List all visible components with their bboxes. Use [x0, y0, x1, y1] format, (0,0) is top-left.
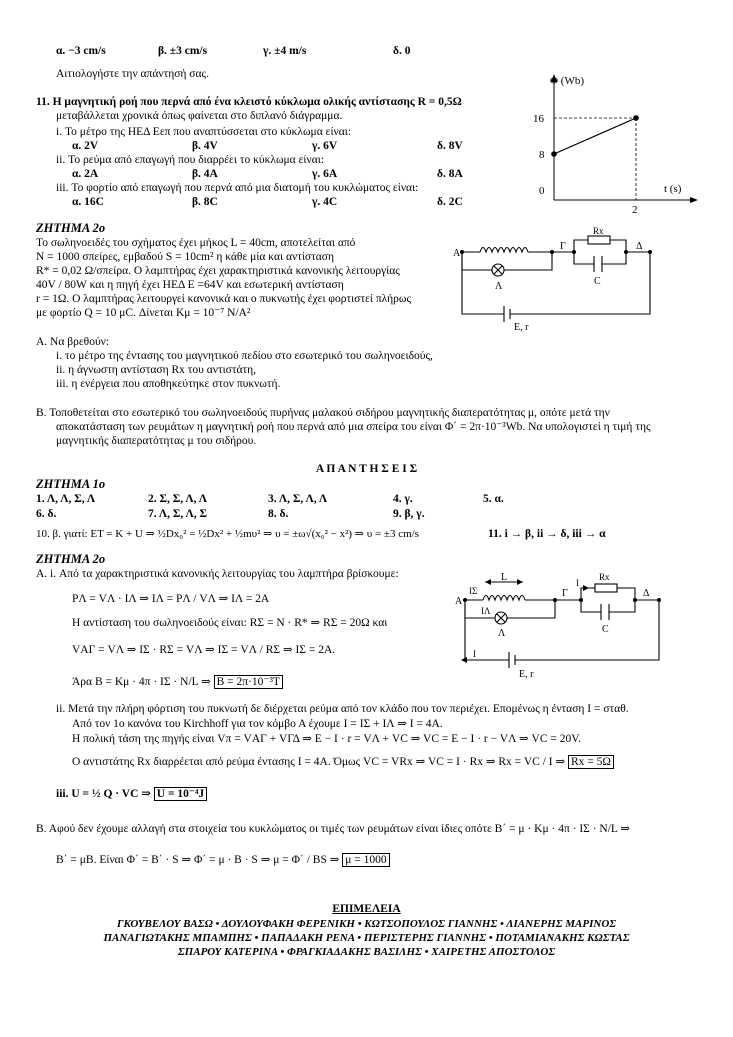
capacitor-c	[594, 256, 602, 272]
c1-label-Gamma: Γ	[560, 241, 566, 252]
c1-label-Lambda: Λ	[495, 281, 503, 292]
ans-iii	[56, 788, 207, 801]
q11-i-opt-c: γ. 6V	[312, 140, 338, 152]
z2-B-line-2: αποκατάσταση των ρευμάτων η μαγνητική ροή που περνά από μια σπείρα του είναι Φ΄ = 2π·10⁻³Wb. Να υπολογιστεί η τιμή της	[56, 421, 651, 433]
q11-iii-opt-d: δ. 2C	[437, 196, 463, 208]
ans-ii-line-3: Η πολική τάση της πηγής είναι Vπ = VΑΓ + VΓΔ ⇒ E − I · r = VΛ + VC ⇒ VC = E − I · r − VΛ ⇒ VC = 20V.	[72, 733, 581, 745]
c2-label-Gamma: Γ	[562, 588, 568, 599]
ans-iii-text: iii. U = ½ Q · VC ⇒	[56, 788, 151, 800]
ans-7: 7. Λ, Σ, Λ, Σ	[148, 508, 208, 520]
c2-label-Er: E, r	[519, 669, 534, 680]
chart-point-end	[633, 115, 639, 121]
ans-B-line-2	[56, 854, 390, 867]
q11-ii-opt-c: γ. 6A	[312, 168, 338, 180]
ans-6: 6. δ.	[36, 508, 57, 520]
z2-line-4: 40V / 80W και η πηγή έχει ΗΕΔ E =64V και εσωτερική αντίσταση	[36, 279, 344, 291]
chart-ytick-8: 8	[539, 149, 545, 161]
resistor-rx	[588, 236, 610, 244]
c2-label-IS: IΣ	[469, 586, 478, 596]
z2-B-line-1: Β. Τοποθετείται στο εσωτερικό του σωληνοειδούς πυρήνας μαλακού σιδήρου μαγνητικής διαπερατότητας μ, οπότε μετά την	[36, 407, 610, 419]
solenoid-coil	[480, 248, 528, 253]
q11-i-opt-b: β. 4V	[192, 140, 218, 152]
q11-ii-opt-d: δ. 8A	[437, 168, 463, 180]
c1-label-Er: E, r	[514, 322, 529, 333]
ans-8: 8. δ.	[268, 508, 289, 520]
q11-i-opt-a: α. 2V	[72, 140, 99, 152]
ans-ii-line-4	[72, 756, 614, 769]
c1-label-Rx: Rx	[593, 226, 604, 236]
z2-title: ΖΗΤΗΜΑ 2ο	[36, 221, 106, 235]
c2-label-Rx: Rx	[599, 572, 610, 582]
ans-ii-line-2: Από τον 1ο κανόνα του Kirchhoff για τον κόμβο Α έχουμε I = IΣ + IΛ ⇒ I = 4A.	[72, 718, 443, 730]
ans-eq-2: Η αντίσταση του σωληνοειδούς είναι: RΣ = N · R* ⇒ RΣ = 20Ω και	[72, 617, 388, 629]
ans-eq-4-box: B = 2π·10⁻³T	[214, 675, 283, 689]
c1-label-C: C	[594, 276, 601, 287]
z2-A-title: Α. Να βρεθούν:	[36, 336, 110, 348]
z2-line-3: R* = 0,02 Ω/σπείρα. Ο λαμπτήρας έχει χαρακτηριστικά κανονικής λειτουργίας	[36, 265, 400, 277]
option-a: α. −3 cm/s	[56, 45, 106, 57]
answers-title: Α Π Α Ν Τ Η Σ Ε Ι Σ	[315, 463, 418, 475]
q11-ii-question: ii. Το ρεύμα από επαγωγή που διαρρέει το κύκλωμα είναι:	[56, 154, 325, 166]
credits-line-1: ΓΚΟΥΒΕΛΟΥ ΒΑΣΩ • ΔΟΥΛΟΥΦΑΚΗ ΦΕΡΕΝΙΚΗ • ΚΩΤΣΟΠΟΥΛΟΣ ΓΙΑΝΝΗΣ • ΛΙΑΝΕΡΗΣ ΜΑΡΙΝΟΣ	[116, 918, 617, 930]
z2-A-item-3: iii. η ενέργεια που αποθηκεύτηκε στον πυκνωτή.	[56, 378, 281, 390]
chart-ytick-0: 0	[539, 185, 545, 197]
c2-label-Lambda: Λ	[498, 628, 506, 639]
battery-symbol-2	[509, 652, 515, 668]
ans-9: 9. β, γ.	[393, 508, 425, 520]
c2-label-A: Α	[455, 596, 463, 607]
q11-ii-opt-a: α. 2A	[72, 168, 99, 180]
answers-z2-title: ΖΗΤΗΜΑ 2ο	[36, 552, 106, 566]
q11-i-opt-d: δ. 8V	[437, 140, 463, 152]
ans-ii-line-4-text: Ο αντιστάτης Rx διαρρέεται από ρεύμα έντασης I = 4A. Όμως VC = VRx ⇒ VC = I · Rx ⇒ Rx = VC / I ⇒	[72, 756, 566, 768]
circuit-diagram-2	[455, 574, 700, 684]
ans-eq-4	[72, 676, 283, 689]
chart-ylabel: Φ (Wb)	[550, 75, 584, 87]
chart-point-start	[551, 151, 557, 157]
q11-iii-question: iii. Το φορτίο από επαγωγή που περνά από μια διατομή του κυκλώματος είναι:	[56, 182, 419, 194]
ans-3: 3. Λ, Σ, Λ, Λ	[268, 493, 328, 505]
z2-line-6: με φορτίο Q = 10 μC. Δίνεται Kμ = 10⁻⁷ N/A²	[36, 307, 251, 319]
c2-label-Delta: Δ	[643, 588, 650, 599]
ans-eq-1: PΛ = VΛ · IΛ ⇒ IΛ = PΛ / VΛ ⇒ IΛ = 2A	[72, 593, 270, 605]
ans-1: 1. Λ, Λ, Σ, Λ	[36, 493, 96, 505]
z2-line-2: N = 1000 σπείρες, εμβαδού S = 10cm² η κάθε μία και αντίσταση	[36, 251, 334, 263]
credits-title: ΕΠΙΜΕΛΕΙΑ	[332, 903, 401, 915]
q11-iii-opt-c: γ. 4C	[312, 196, 338, 208]
solenoid-coil-2	[483, 596, 525, 601]
c2-label-I-top: I	[576, 578, 579, 588]
answers-z1-title: ΖΗΤΗΜΑ 1ο	[36, 477, 106, 491]
option-c: γ. ±4 m/s	[263, 45, 307, 57]
justify-text: Αιτιολογήστε την απάντησή σας.	[56, 68, 209, 80]
chart-xlabel: t (s)	[664, 183, 682, 195]
q11-i-question: i. Το μέτρο της ΗΕΔ Εεπ που αναπτύσσεται στο κύκλωμα είναι:	[56, 126, 352, 138]
ans-ii-box: Rx = 5Ω	[568, 755, 614, 769]
ans-B-line-2-text: B΄ = μB. Είναι Φ΄ = B΄ · S ⇒ Φ΄ = μ · B · S ⇒ μ = Φ΄ / BS ⇒	[56, 854, 340, 866]
ans-B-line-1: Β. Αφού δεν έχουμε αλλαγή στα στοιχεία του κυκλώματος οι τιμές των ρευμάτων είναι ίδιες οπότε B΄ = μ · Kμ · 4π · IΣ · N/L ⇒	[36, 823, 631, 835]
z2-line-5: r = 1Ω. Ο λαμπτήρας λειτουργεί κανονικά και ο πυκνωτής έχει φορτιστεί πλήρως	[36, 293, 412, 305]
chart-xtick-2: 2	[632, 204, 638, 216]
capacitor-c-2	[601, 604, 609, 620]
q11-iii-opt-b: β. 8C	[192, 196, 218, 208]
c1-label-A: Α	[453, 248, 461, 259]
flux-chart	[526, 70, 706, 220]
z2-A-item-2: ii. η άγνωστη αντίσταση Rx του αντιστάτη,	[56, 364, 257, 376]
option-b: β. ±3 cm/s	[158, 45, 208, 57]
ans-2: 2. Σ, Σ, Λ, Λ	[148, 493, 208, 505]
ans-eq-4-text: Άρα B = Kμ · 4π · IΣ · N/L ⇒	[72, 676, 211, 688]
ans-4: 4. γ.	[393, 493, 413, 505]
ans-Ai-head: Α. i. Από τα χαρακτηριστικά κανονικής λειτουργίας του λαμπτήρα βρίσκουμε:	[36, 568, 399, 580]
z2-line-1: Το σωληνοειδές του σχήματος έχει μήκος L = 40cm, αποτελείται από	[36, 237, 356, 249]
q11-intro-1: 11. Η μαγνητική ροή που περνά από ένα κλειστό κύκλωμα ολικής αντίστασης R = 0,5Ω	[36, 96, 462, 108]
resistor-rx-2	[595, 584, 617, 592]
ans-5: 5. α.	[483, 493, 504, 505]
chart-ytick-16: 16	[533, 113, 544, 125]
ans-eq-3: VΑΓ = VΛ ⇒ IΣ · RΣ = VΛ ⇒ IΣ = VΛ / RΣ ⇒ IΣ = 2A.	[72, 644, 336, 656]
ans-11: 11. i → β, ii → δ, iii → α	[488, 528, 606, 540]
ans-10: 10. β. γιατί: ET = K + U ⇒ ½Dx₀² = ½Dx² + ½mυ² ⇒ υ = ±ω√(x₀² − x²) ⇒ υ = ±3 cm/s	[36, 528, 419, 540]
battery-symbol	[504, 306, 510, 322]
credits-line-3: ΣΠΑΡΟΥ ΚΑΤΕΡΙΝΑ • ΦΡΑΓΚΙΑΔΑΚΗΣ ΒΑΣΙΛΗΣ • ΧΑΙΡΕΤΗΣ ΑΠΟΣΤΟΛΟΣ	[177, 946, 556, 958]
circuit-diagram-1	[452, 226, 692, 337]
q11-iii-opt-a: α. 16C	[72, 196, 104, 208]
c1-label-Delta: Δ	[636, 241, 643, 252]
ans-B-box: μ = 1000	[342, 853, 389, 867]
c2-label-I-bottom: I	[473, 649, 476, 659]
ans-iii-box: U = 10⁻⁴J	[154, 787, 207, 801]
q11-ii-opt-b: β. 4A	[192, 168, 218, 180]
chart-x-arrow	[690, 197, 698, 203]
q11-intro-2: μεταβάλλεται χρονικά όπως φαίνεται στο διπλανό διάγραμμα.	[56, 110, 343, 122]
chart-series-line	[554, 118, 636, 154]
z2-A-item-1: i. το μέτρο της έντασης του μαγνητικού πεδίου στο εσωτερικό του σωληνοειδούς,	[56, 350, 433, 362]
ans-ii-line-1: ii. Μετά την πλήρη φόρτιση του πυκνωτή δε διέρχεται ρεύμα από τον κλάδο που τον περιέχει. Επομένως η ένταση I = σταθ.	[56, 703, 629, 715]
z2-B-line-3: μαγνητικής διαπερατότητας μ του σιδήρου.	[56, 435, 257, 447]
c2-label-L: L	[501, 572, 508, 583]
c2-label-IL: IΛ	[481, 606, 491, 616]
option-d: δ. 0	[393, 45, 411, 57]
c2-label-C: C	[602, 624, 609, 635]
credits-line-2: ΠΑΝΑΓΙΩΤΑΚΗΣ ΜΠΑΜΠΗΣ • ΠΑΠΑΔΑΚΗ ΡΕΝΑ • ΠΕΡΙΣΤΕΡΗΣ ΓΙΑΝΝΗΣ • ΠΟΤΑΜΙΑΝΑΚΗΣ ΚΩΣΤΑΣ	[103, 932, 630, 944]
